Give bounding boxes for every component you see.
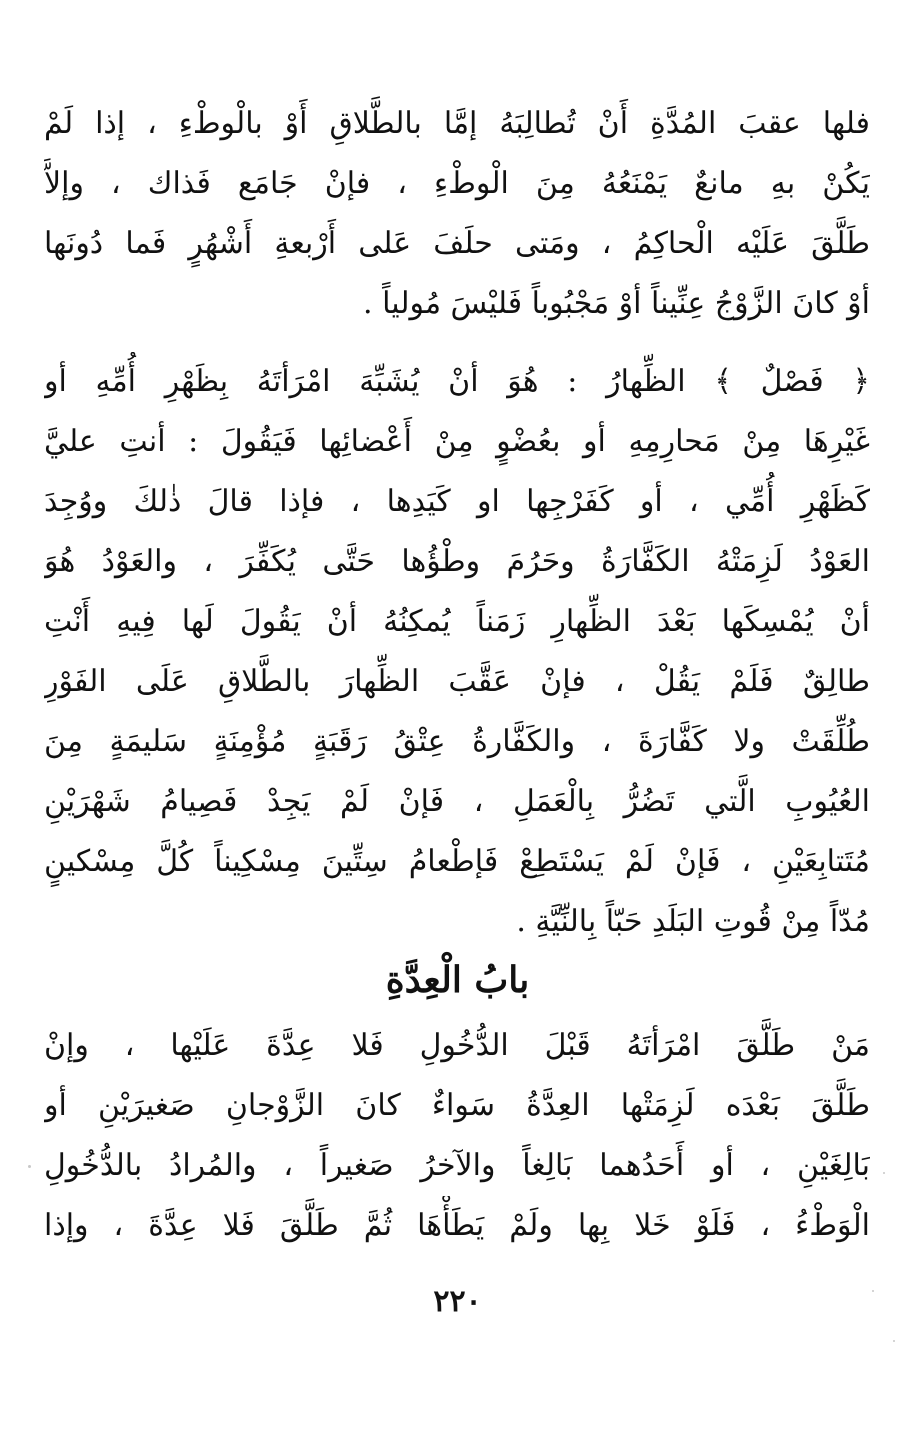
text-line: كَظَهْرِ أُمِّي ، أو كَفَرْجِها او كَيَدِها ، فإذا قالَ ذٰلكَ ووُجِدَ bbox=[44, 484, 870, 519]
text-line: طُلِّقَتْ ولا كَفَّارَةَ ، والكَفَّارةُ عِتْقُ رَقَبَةٍ مُؤْمِنَةٍ سَليمَةٍ مِنَ bbox=[44, 724, 870, 759]
text-line: مَنْ طَلَّقَ امْرَأتَهُ قَبْلَ الدُّخُولِ فَلا عِدَّةَ عَلَيْها ، وإنْ bbox=[44, 1028, 870, 1063]
text-line: بَالِغَيْنِ ، أو أَحَدُهما بَالِغاً والآخرُ صَغيراً ، والمُرادُ بالدُّخُولِ bbox=[44, 1148, 870, 1183]
page-number: ٢٢٠ bbox=[433, 1284, 482, 1319]
text-line: ﴿ فَصْلٌ ﴾ الظِّهارُ : هُوَ أنْ يُشَبِّهَ امْرَأتَهُ بِظَهْرِ أُمِّهِ أو bbox=[44, 364, 870, 399]
text-line: أنْ يُمْسِكَها بَعْدَ الظِّهارِ زَمَناً يُمكِنُهُ أنْ يَقُولَ لَها فِيهِ أَنْتِ bbox=[44, 604, 870, 639]
text-line: طالِقٌ فَلَمْ يَقُلْ ، فإنْ عَقَّبَ الظِّهارَ بالطَّلاقِ عَلَى الفَوْرِ bbox=[44, 664, 870, 699]
paragraph-mudda bbox=[44, 94, 870, 334]
text-line: العَوْدُ لَزِمَتْهُ الكَفَّارَةُ وحَرُمَ وطْؤُها حَتَّى يُكَفِّرَ ، والعَوْدُ هُوَ bbox=[44, 544, 870, 579]
scan-speck bbox=[872, 1290, 874, 1292]
text-line: غَيْرِهَا مِنْ مَحارِمِهِ أو بعُضْوٍ مِنْ أَعْضائِها فَيَقُولَ : أنتِ عليَّ bbox=[44, 424, 870, 459]
text-line: أوْ كانَ الزَّوْجُ عِنِّيناً أوْ مَجْبُوباً فَليْسَ مُولياً . bbox=[363, 286, 870, 321]
text-line: مُدّاً مِنْ قُوتِ البَلَدِ حَبّاً بِالنِّيَّةِ . bbox=[516, 904, 870, 939]
scan-speck bbox=[28, 1165, 31, 1168]
scan-speck bbox=[893, 1340, 895, 1342]
text-line: العُيُوبِ الَّتي تَضُرُّ بِالْعَمَلِ ، فَإنْ لَمْ يَجِدْ فَصِيامُ شَهْرَيْنِ bbox=[44, 784, 870, 819]
text-line: فلها عقبَ المُدَّةِ أَنْ تُطالِبَهُ إمَّا بالطَّلاقِ أَوْ بالْوطْءِ ، إذا لَمْ bbox=[44, 106, 870, 141]
paragraph-zihar bbox=[44, 352, 870, 952]
scan-speck bbox=[883, 1172, 885, 1174]
paragraph-idda bbox=[44, 1016, 870, 1256]
text-line: طَلَّقَ بَعْدَه لَزِمَتْها العِدَّةُ سَواءٌ كانَ الزَّوْجانِ صَغيرَيْنِ أو bbox=[44, 1088, 870, 1123]
text-line: يَكُنْ بهِ مانعٌ يَمْنَعُهُ مِنَ الْوطْءِ ، فإنْ جَامَع فَذاك ، وإلاَّ bbox=[44, 166, 870, 201]
text-line: مُتَتابِعَيْنِ ، فَإنْ لَمْ يَسْتَطِعْ فَإطْعامُ سِتِّينَ مِسْكِيناً كُلَّ مِسْكينٍ bbox=[44, 844, 870, 879]
text-line: الْوَطْءُ ، فَلَوْ خَلا بِها ولَمْ يَطَأْهَا ثُمَّ طَلَّقَ فَلا عِدَّةَ ، وإذا bbox=[44, 1208, 870, 1243]
text-line: طَلَّقَ عَلَيْه الْحاكِمُ ، ومَتى حلَفَ عَلى أَرْبعةِ أَشْهُرٍ فَما دُونَها bbox=[44, 226, 870, 261]
section-heading: بابُ الْعِدَّةِ bbox=[385, 959, 530, 1001]
